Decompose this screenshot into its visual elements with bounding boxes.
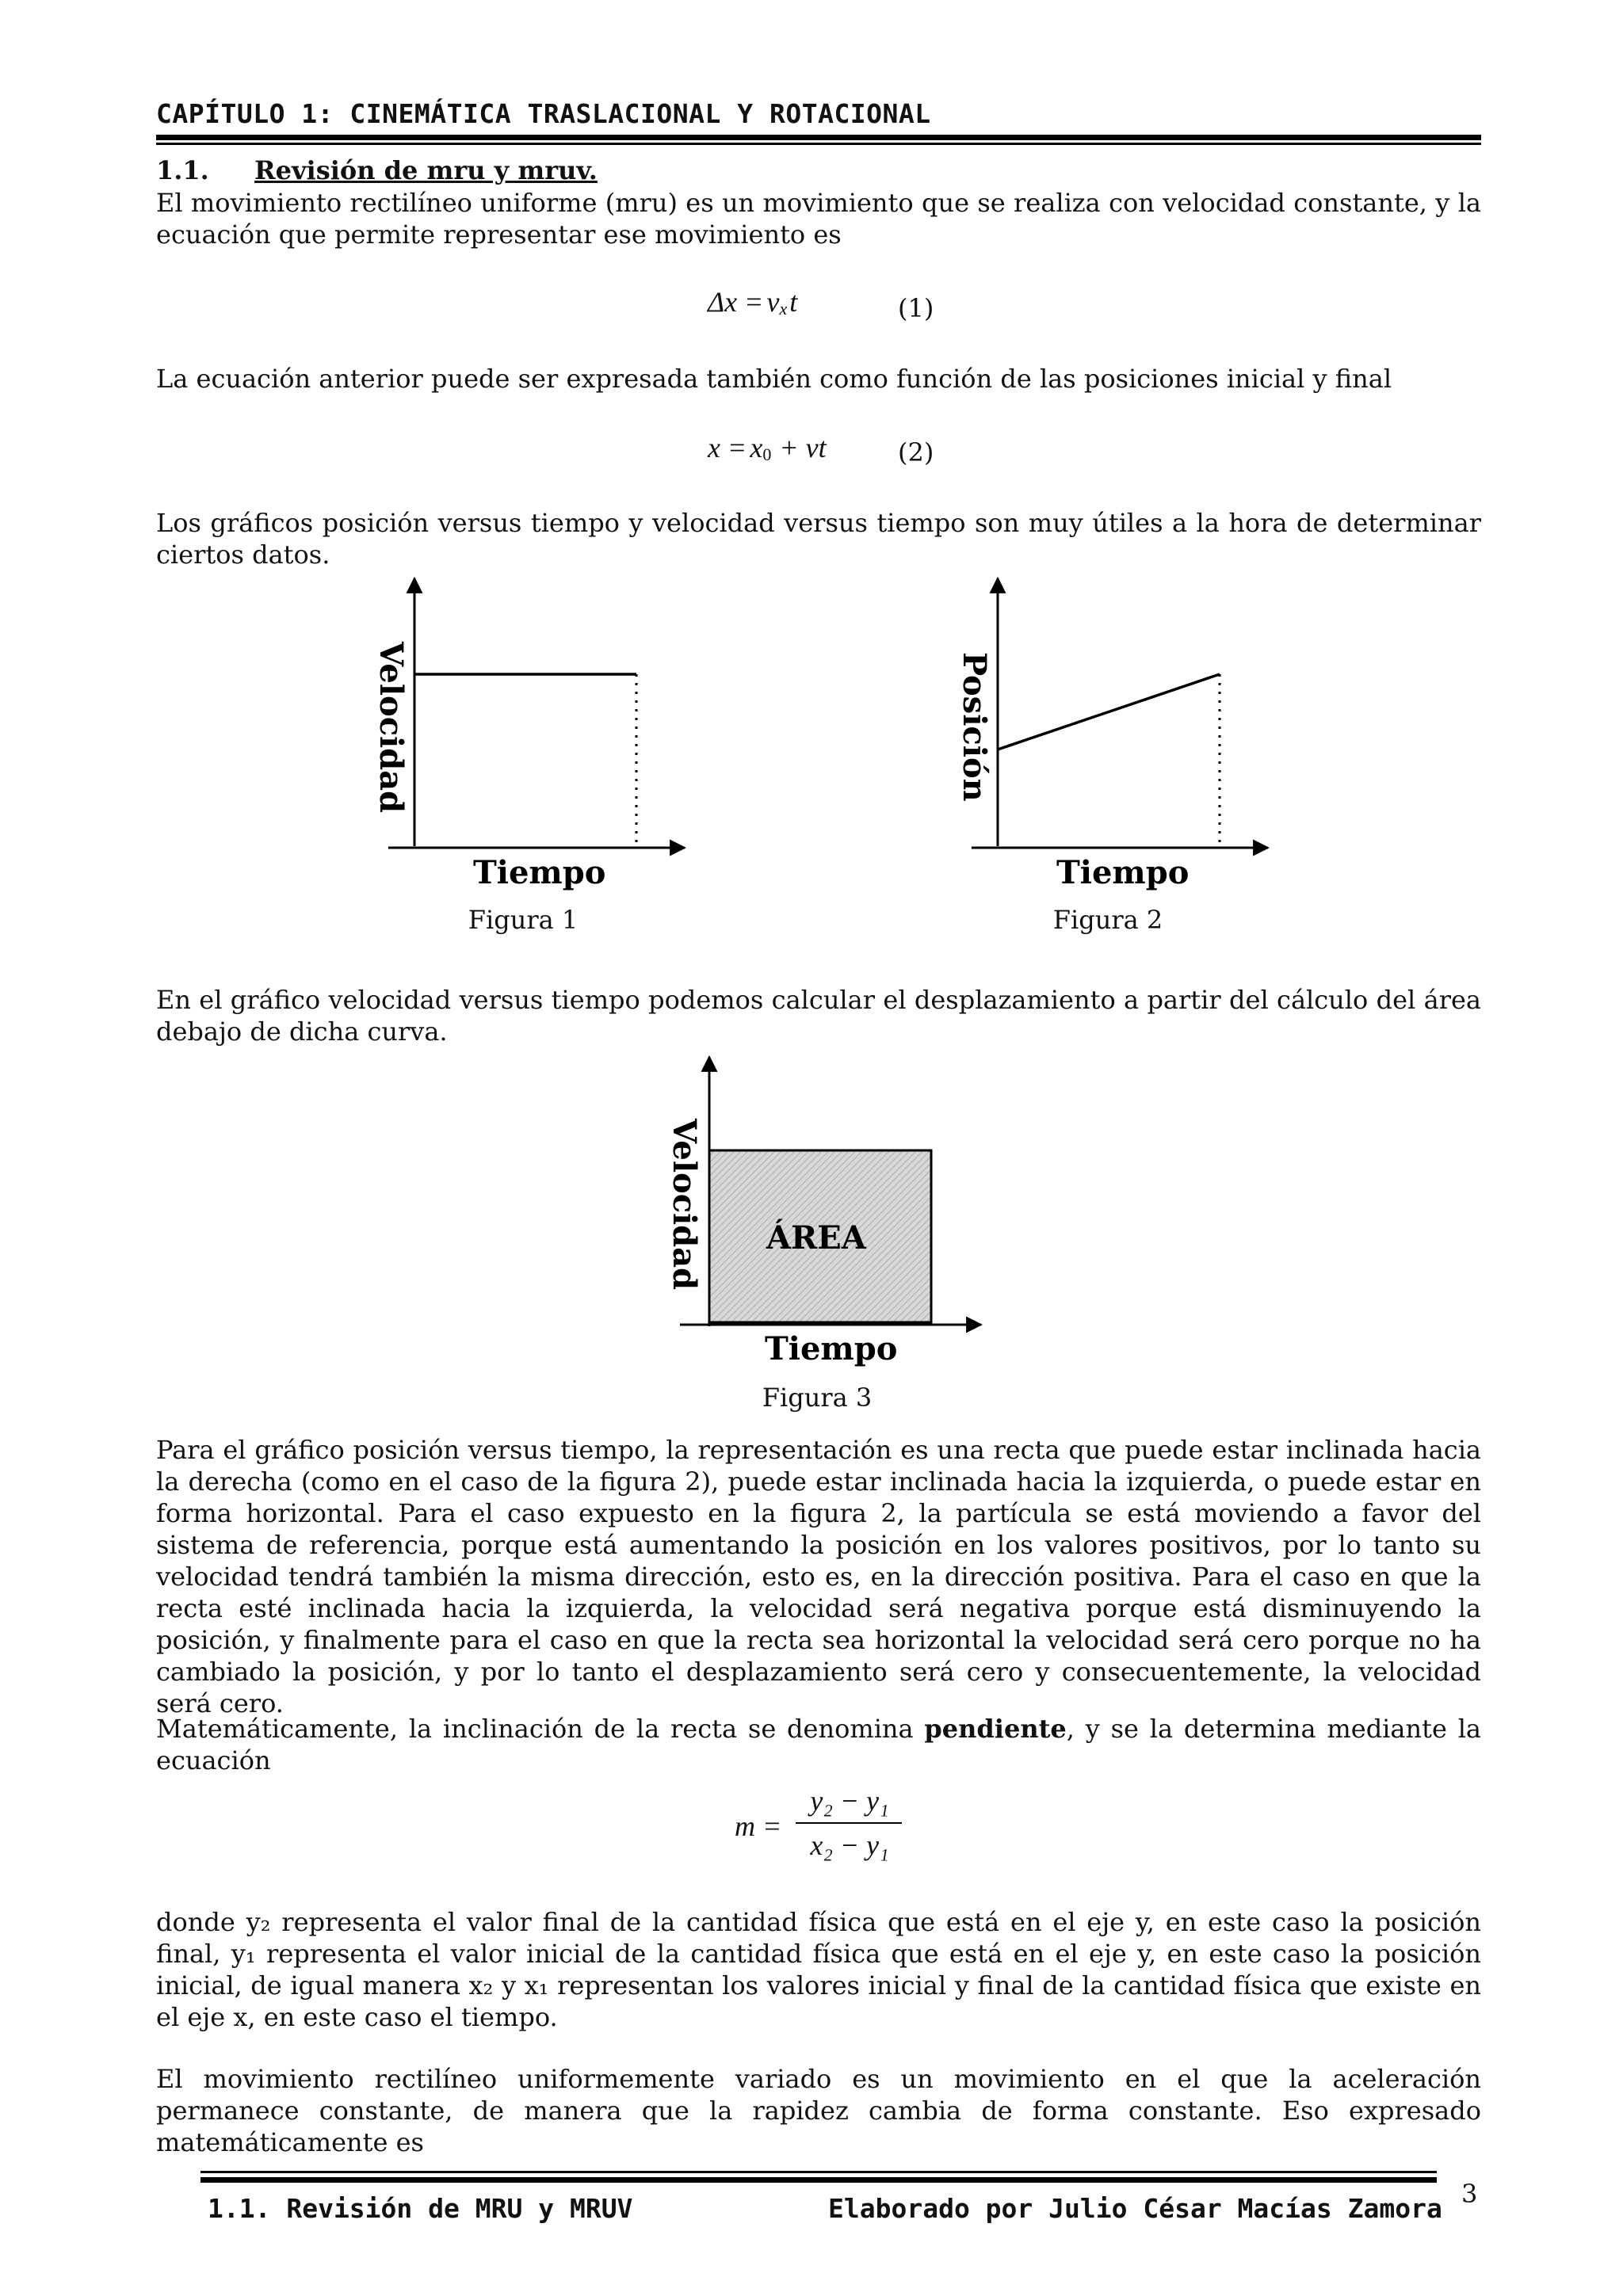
p6-bold-pendiente: pendiente [924, 1714, 1067, 1744]
fig3-x-label: Tiempo [765, 1330, 898, 1367]
paragraph-definitions: donde y₂ representa el valor final de la cantidad física que está en el eje y, en este caso la posición final, y₁ representa el valor inicial de la cantidad física que está en el eje y, en este caso la posición inicial, de igual manera x₂ y x₁ representan los valores inicial y final de la cantidad física que existe en el eje x, en este caso el tiempo. [156, 1907, 1481, 2032]
footer-author: Elaborado por Julio César Macías Zamora [828, 2193, 1442, 2224]
eq1-equals: = [746, 286, 762, 318]
eq1-sub: x [779, 299, 788, 319]
eq2-equals: = [729, 432, 746, 463]
fig2-x-label: Tiempo [1056, 854, 1190, 891]
header-rule-thin [156, 143, 1481, 145]
fig2-position-line [998, 674, 1220, 749]
paragraph-position-graph: Para el gráfico posición versus tiempo, la representación es una recta que puede estar inclinada hacia la derecha (como en el caso de la figura 2), puede estar inclinada hacia la izquierda, o puede estar en forma horizontal. Para el caso expuesto en la figura 2, la partícula se está moviendo a favor del sistema de referencia, porque está aumentando la posición en los valores positivos, por lo tanto su velocidad tendrá también la misma dirección, esto es, en la dirección positiva. Para el caso en que la recta esté inclinada hacia la izquierda, la velocidad será negativa porque está disminuyendo la posición, y finalmente para el caso en que la recta sea horizontal la velocidad será cero porque no ha cambiado la posición, y por lo tanto el desplazamiento será cero y consecuentemente, la velocidad será cero. [156, 1435, 1481, 1718]
equation-2-number: (2) [898, 437, 934, 467]
footer-rule-thick [200, 2177, 1437, 2183]
footer-section: 1.1. Revisión de MRU y MRUV [208, 2193, 633, 2224]
equation-1-number: (1) [898, 293, 934, 323]
figure-3-caption: Figura 3 [762, 1383, 873, 1413]
slope-denominator: x₂ − y₁ [810, 1829, 889, 1861]
equation-2 [708, 431, 827, 465]
paragraph-slope [156, 1713, 1481, 1776]
figure-3-area [656, 1047, 1005, 1380]
header-rule-thick [156, 135, 1481, 140]
figure-1-caption: Figura 1 [468, 905, 579, 935]
figure-2-position-time [948, 569, 1296, 902]
paragraph-graphs: Los gráficos posición versus tiempo y velocidad versus tiempo son muy útiles a la hora de determinar ciertos datos. [156, 508, 1481, 570]
p6-text-after: , y se la determina mediante la ecuación [156, 1714, 1482, 1775]
p6-text-before: Matemáticamente, la inclinación de la recta se denomina [156, 1714, 925, 1744]
eq2-rest: + vt [779, 432, 827, 463]
eq2-x: x [708, 432, 720, 463]
eq1-delta-x: Δx [708, 286, 738, 318]
eq2-x0: x [750, 432, 763, 463]
slope-fraction-bar [796, 1822, 902, 1824]
figure-1-velocity-time [365, 569, 713, 902]
slope-lhs: m = [735, 1810, 782, 1842]
paragraph-mru-intro: El movimiento rectilíneo uniforme (mru) es un movimiento que se realiza con velocidad constante, y la ecuación que permite representar ese movimiento es [156, 188, 1481, 250]
footer-rule-thin [200, 2171, 1437, 2173]
paragraph-positions: La ecuación anterior puede ser expresada también como función de las posiciones inicial y final [156, 364, 1392, 394]
paragraph-mruv: El movimiento rectilíneo uniformemente variado es un movimiento en el que la aceleración permanece constante, de manera que la rapidez cambia de forma constante. Eso expresado matemáticamente es [156, 2064, 1481, 2157]
fig1-y-label: Velocidad [372, 642, 410, 814]
equation-1 [708, 285, 797, 319]
figure-2-caption: Figura 2 [1052, 905, 1163, 935]
section-number: 1.1. [156, 155, 209, 185]
section-title: Revisión de mru y mruv. [254, 155, 598, 185]
page-number: 3 [1461, 2179, 1478, 2209]
eq2-sub: 0 [762, 444, 772, 465]
fig3-y-label: Velocidad [666, 1119, 703, 1291]
fig3-area-label: ÁREA [766, 1219, 866, 1257]
fig2-y-label: Posición [956, 652, 993, 802]
section-heading [156, 155, 598, 185]
eq1-t: t [789, 286, 798, 318]
slope-numerator: y₂ − y₁ [810, 1785, 889, 1817]
chapter-header: CAPÍTULO 1: CINEMÁTICA TRASLACIONAL Y ROTACIONAL [156, 98, 931, 129]
paragraph-area: En el gráfico velocidad versus tiempo podemos calcular el desplazamiento a partir del cálculo del área debajo de dicha curva. [156, 985, 1481, 1047]
fig1-x-label: Tiempo [473, 854, 606, 891]
eq1-v: v [766, 286, 780, 318]
